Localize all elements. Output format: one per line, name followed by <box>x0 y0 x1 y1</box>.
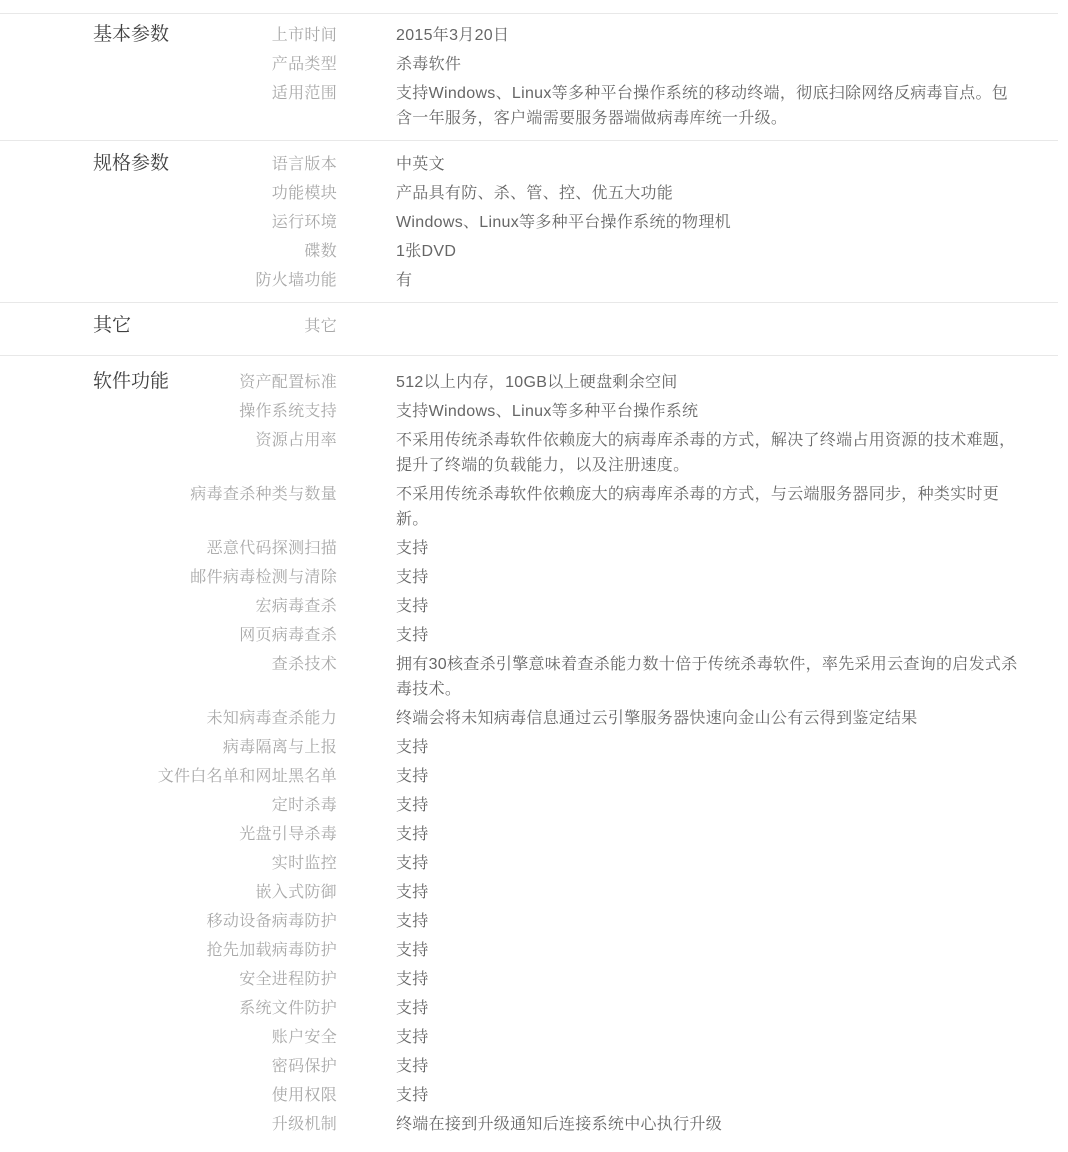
spec-row <box>0 764 1058 789</box>
spec-row-value: 支持Windows、Linux等多种平台操作系统 <box>396 403 699 420</box>
spec-row-label: 碟数 <box>304 243 337 260</box>
spec-row-label: 病毒查杀种类与数量 <box>190 486 337 503</box>
spec-row-label: 升级机制 <box>271 1116 337 1133</box>
spec-row <box>0 996 1058 1021</box>
spec-row-label: 其它 <box>304 318 337 335</box>
spec-row-label: 资产配置标准 <box>239 374 337 391</box>
spec-row <box>0 594 1058 619</box>
spec-row <box>0 210 1058 235</box>
spec-row <box>0 793 1058 818</box>
spec-row-value: 支持 <box>396 768 429 785</box>
spec-row-label: 操作系统支持 <box>239 403 337 420</box>
section-rows <box>0 370 1058 1137</box>
spec-row-value: 有 <box>396 272 413 289</box>
spec-row <box>0 482 1058 532</box>
spec-row <box>0 428 1058 478</box>
spec-section <box>0 355 1058 1152</box>
spec-row-label: 实时监控 <box>271 855 337 872</box>
spec-row-value: 支持 <box>396 826 429 843</box>
spec-row <box>0 314 1058 339</box>
spec-row-label: 防火墙功能 <box>255 272 337 289</box>
spec-row-value: 支持 <box>396 1000 429 1017</box>
spec-row-value: 中英文 <box>396 156 445 173</box>
spec-row <box>0 938 1058 963</box>
spec-row-value: 支持 <box>396 1029 429 1046</box>
spec-row <box>0 623 1058 648</box>
spec-row <box>0 880 1058 905</box>
spec-section <box>0 140 1058 302</box>
spec-row <box>0 181 1058 206</box>
spec-row-value: 终端会将未知病毒信息通过云引擎服务器快速向金山公有云得到鉴定结果 <box>396 710 918 727</box>
spec-row-value: 512以上内存，10GB以上硬盘剩余空间 <box>396 374 678 391</box>
spec-row-label: 安全进程防护 <box>239 971 337 988</box>
spec-row-label: 移动设备病毒防护 <box>206 913 337 930</box>
spec-row-label: 文件白名单和网址黑名单 <box>157 768 337 785</box>
spec-row <box>0 536 1058 561</box>
spec-row-value: 终端在接到升级通知后连接系统中心执行升级 <box>396 1116 723 1133</box>
spec-row-value <box>396 314 1023 339</box>
spec-row-label: 系统文件防护 <box>239 1000 337 1017</box>
spec-row <box>0 706 1058 731</box>
spec-row <box>0 399 1058 424</box>
spec-row-label: 上市时间 <box>271 27 337 44</box>
spec-row <box>0 909 1058 934</box>
spec-row-label: 语言版本 <box>271 156 337 173</box>
spec-row-value: 支持 <box>396 942 429 959</box>
section-title: 基本参数 <box>93 24 170 45</box>
section-title: 其它 <box>93 315 132 336</box>
spec-row-label: 定时杀毒 <box>271 797 337 814</box>
spec-row <box>0 1054 1058 1079</box>
spec-row-value: 1张DVD <box>396 243 457 260</box>
spec-row-label: 账户安全 <box>271 1029 337 1046</box>
spec-row <box>0 52 1058 77</box>
spec-row-label: 未知病毒查杀能力 <box>206 710 337 727</box>
spec-row <box>0 735 1058 760</box>
spec-row-label: 资源占用率 <box>255 432 337 449</box>
spec-row <box>0 268 1058 293</box>
spec-row-value: 支持 <box>396 971 429 988</box>
spec-row-label: 光盘引导杀毒 <box>239 826 337 843</box>
spec-row <box>0 822 1058 847</box>
spec-row-label: 病毒隔离与上报 <box>222 739 337 756</box>
spec-row-value: 支持 <box>396 598 429 615</box>
spec-row <box>0 81 1058 131</box>
spec-row-value: 支持 <box>396 1087 429 1104</box>
spec-row-value: Windows、Linux等多种平台操作系统的物理机 <box>396 214 731 231</box>
spec-row-value: 支持 <box>396 540 429 557</box>
spec-row-label: 密码保护 <box>271 1058 337 1075</box>
spec-row-label: 恶意代码探测扫描 <box>206 540 337 557</box>
spec-row-label: 功能模块 <box>271 185 337 202</box>
spec-row-label: 邮件病毒检测与清除 <box>190 569 337 586</box>
spec-row-value: 支持 <box>396 739 429 756</box>
spec-row-value: 产品具有防、杀、管、控、优五大功能 <box>396 185 674 202</box>
spec-row-value: 2015年3月20日 <box>396 27 510 44</box>
spec-row-label: 运行环境 <box>271 214 337 231</box>
spec-row-value: 拥有30核查杀引擎意味着查杀能力数十倍于传统杀毒软件，率先采用云查询的启发式杀毒技术。 <box>396 656 1018 698</box>
spec-row-value: 不采用传统杀毒软件依赖庞大的病毒库杀毒的方式，解决了终端占用资源的技术难题，提升了终端的负载能力，以及注册速度。 <box>396 432 1016 474</box>
spec-row-label: 抢先加载病毒防护 <box>206 942 337 959</box>
spec-section <box>0 13 1058 140</box>
section-rows <box>0 314 1058 339</box>
spec-row-label: 产品类型 <box>271 56 337 73</box>
spec-row-value: 支持 <box>396 884 429 901</box>
spec-row-label: 网页病毒查杀 <box>239 627 337 644</box>
spec-row-value: 支持 <box>396 569 429 586</box>
section-title: 软件功能 <box>93 371 170 392</box>
spec-row-value: 不采用传统杀毒软件依赖庞大的病毒库杀毒的方式，与云端服务器同步，种类实时更新。 <box>396 486 1000 528</box>
spec-row-label: 嵌入式防御 <box>255 884 337 901</box>
spec-row-value: 支持 <box>396 797 429 814</box>
spec-row-label: 使用权限 <box>271 1087 337 1104</box>
spec-row-value: 支持 <box>396 1058 429 1075</box>
spec-row-value: 杀毒软件 <box>396 56 462 73</box>
section-title: 规格参数 <box>93 153 170 174</box>
spec-row <box>0 1112 1058 1137</box>
spec-row-value: 支持 <box>396 855 429 872</box>
spec-row <box>0 239 1058 264</box>
spec-row-value: 支持 <box>396 627 429 644</box>
spec-row <box>0 851 1058 876</box>
spec-row <box>0 1025 1058 1050</box>
spec-row-value: 支持Windows、Linux等多种平台操作系统的移动终端，彻底扫除网络反病毒盲点。包含一年服务，客户端需要服务器端做病毒库统一升级。 <box>396 85 1009 127</box>
spec-row-label: 宏病毒查杀 <box>255 598 337 615</box>
spec-row <box>0 967 1058 992</box>
spec-row <box>0 652 1058 702</box>
spec-row-label: 查杀技术 <box>271 656 337 673</box>
spec-section <box>0 302 1058 355</box>
spec-row <box>0 565 1058 590</box>
spec-row-label: 适用范围 <box>271 85 337 102</box>
spec-row <box>0 1083 1058 1108</box>
spec-row-value: 支持 <box>396 913 429 930</box>
